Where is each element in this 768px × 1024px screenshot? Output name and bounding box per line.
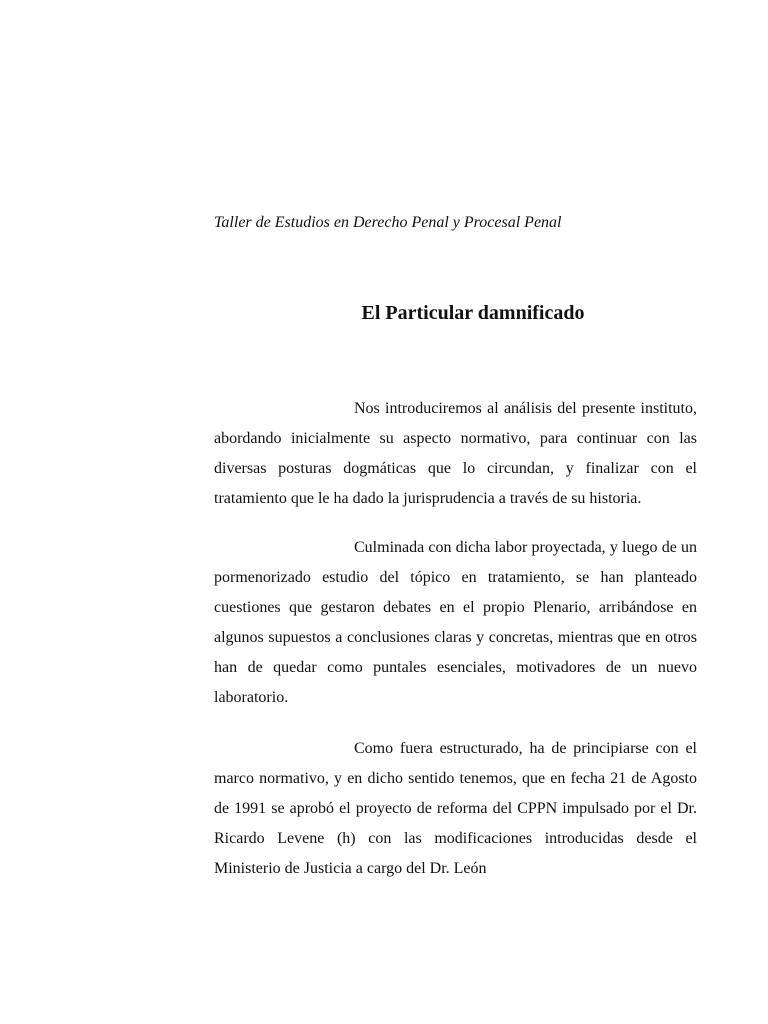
paragraph: Culminada con dicha labor proyectada, y luego de un pormenorizado estudio del tópico en tratamiento, se han planteado cuestiones que gestaron debates en el propio Plenario, arribándose en algunos supuestos a conclusiones claras y concretas, mientras que en otros han de quedar como puntales esenciales, motivadores de un nuevo laboratorio. (214, 539, 697, 706)
document-title-text: El Particular damnificado (361, 302, 585, 324)
document-title (0, 300, 768, 326)
document-body (214, 394, 697, 903)
paragraph: Nos introduciremos al análisis del presente instituto, abordando inicialmente su aspecto normativo, para continuar con las diversas posturas dogmáticas que lo circundan, y finalizar con el tratamiento que le ha dado la jurisprudencia a través de su historia. (214, 400, 697, 507)
paragraph: Como fuera estructurado, ha de principiarse con el marco normativo, y en dicho sentido tenemos, que en fecha 21 de Agosto de 1991 se aprobó el proyecto de reforma del CPPN impulsado por el Dr. Ricardo Levene (h) con las modificaciones introducidas desde el Ministerio de Justicia a cargo del Dr. León (214, 740, 697, 877)
document-header: Taller de Estudios en Derecho Penal y Procesal Penal (214, 214, 562, 231)
